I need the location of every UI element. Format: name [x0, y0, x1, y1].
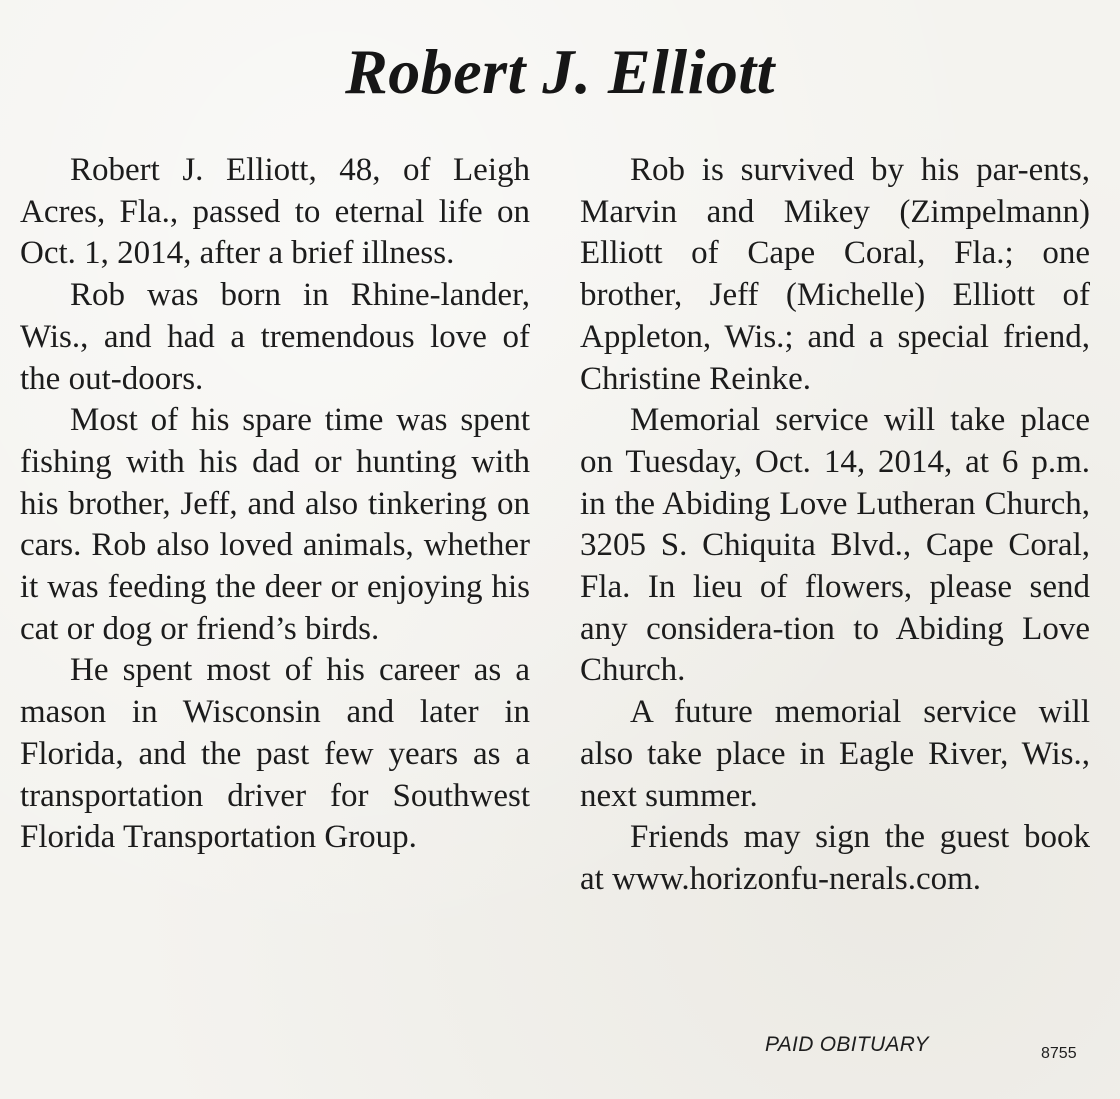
left-column	[20, 150, 530, 859]
paragraph-birth: Rob was born in Rhine-lander, Wis., and had a tremendous love of the out-doors.	[20, 277, 530, 397]
paragraph-intro: Robert J. Elliott, 48, of Leigh Acres, Fla., passed to eternal life on Oct. 1, 2014, after a brief illness.	[20, 152, 530, 272]
paragraph-career: He spent most of his career as a mason in Wisconsin and later in Florida, and the past few years as a transportation driver for Southwest Florida Transportation Group.	[20, 652, 530, 856]
ad-code: 8755	[1041, 1045, 1077, 1062]
paragraph-guest-book: Friends may sign the guest book at www.horizonfu-nerals.com.	[580, 819, 1090, 897]
obituary-title: Robert J. Elliott	[345, 36, 775, 107]
paragraph-hobbies: Most of his spare time was spent fishing with his dad or hunting with his brother, Jeff, and also tinkering on cars. Rob also loved animals, whether it was feeding the deer or enjoying his cat or dog or friend’s birds.	[20, 402, 530, 647]
paid-obituary-label: PAID OBITUARY	[765, 1033, 929, 1056]
right-column	[580, 150, 1090, 901]
paragraph-memorial-service: Memorial service will take place on Tuesday, Oct. 14, 2014, at 6 p.m. in the Abiding Love Lutheran Church, 3205 S. Chiquita Blvd., Cape Coral, Fla. In lieu of flowers, please send any considera-tion to Abiding Love Church.	[580, 402, 1090, 689]
paragraph-future-service: A future memorial service will also take place in Eagle River, Wis., next summer.	[580, 694, 1090, 814]
paragraph-survivors: Rob is survived by his par-ents, Marvin and Mikey (Zimpelmann) Elliott of Cape Coral, Fla.; one brother, Jeff (Michelle) Elliott of Appleton, Wis.; and a special friend, Christine Reinke.	[580, 152, 1090, 397]
